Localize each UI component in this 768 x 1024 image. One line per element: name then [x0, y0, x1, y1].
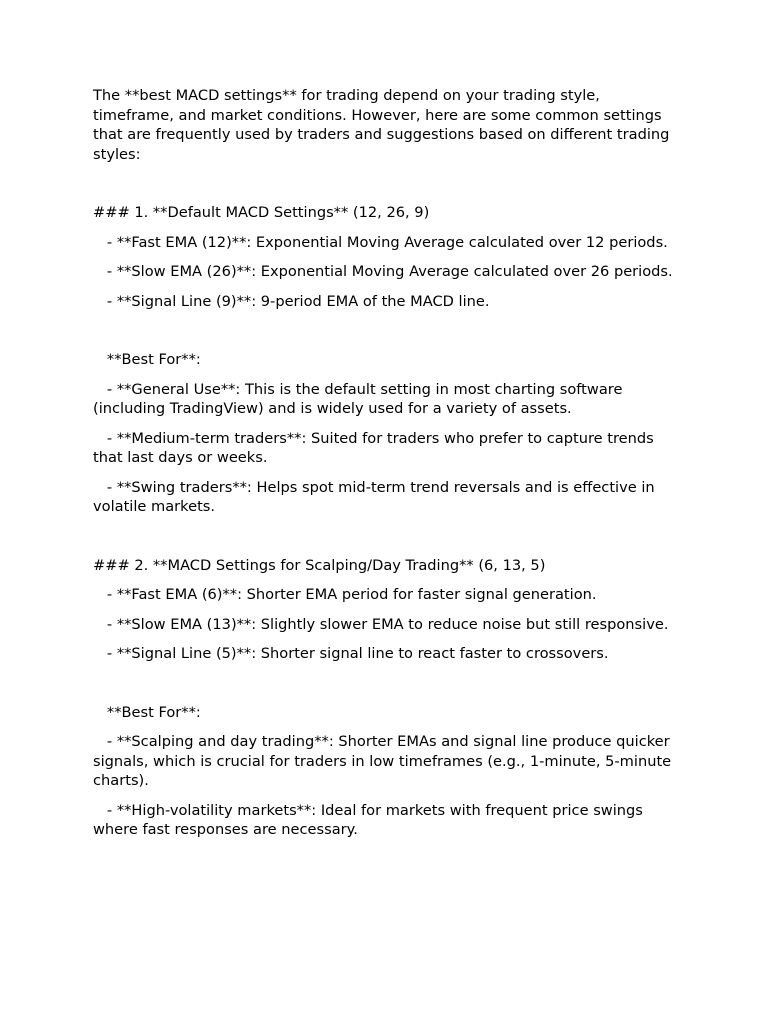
setting-item: - **Fast EMA (6)**: Shorter EMA period for faster signal generation.: [93, 586, 597, 603]
setting-item: - **Signal Line (5)**: Shorter signal line to react faster to crossovers.: [93, 645, 609, 662]
setting-item: - **Fast EMA (12)**: Exponential Moving Average calculated over 12 periods.: [93, 233, 668, 251]
document-page: [93, 86, 683, 850]
best-for-item: - **Scalping and day trading**: Shorter EMAs and signal line produce quicker signals, which is crucial for traders in low timeframes (e.g., 1-minute, 5-minute charts).: [93, 733, 676, 789]
best-for-item: - **General Use**: This is the default setting in most charting software (including TradingView) and is widely used for a variety of assets.: [93, 380, 628, 417]
best-for-label: **Best For**:: [93, 703, 201, 721]
setting-item: - **Signal Line (9)**: 9-period EMA of the MACD line.: [93, 292, 490, 310]
best-for-label: **Best For**:: [93, 351, 201, 368]
section-heading: ### 2. **MACD Settings for Scalping/Day Trading** (6, 13, 5): [93, 556, 546, 574]
best-for-item: - **Swing traders**: Helps spot mid-term trend reversals and is effective in volatile markets.: [93, 478, 660, 515]
setting-item: - **Slow EMA (13)**: Slightly slower EMA to reduce noise but still responsive.: [93, 615, 669, 633]
best-for-item: - **Medium-term traders**: Suited for traders who prefer to capture trends that last days or weeks.: [93, 429, 659, 466]
intro-paragraph: The **best MACD settings** for trading depend on your trading style, timeframe, and market conditions. However, here are some common settings that are frequently used by traders and suggestions based on different trading styles:: [93, 87, 675, 163]
setting-item: - **Slow EMA (26)**: Exponential Moving Average calculated over 26 periods.: [93, 263, 673, 280]
section-heading: ### 1. **Default MACD Settings** (12, 26, 9): [93, 204, 430, 221]
best-for-item: - **High-volatility markets**: Ideal for markets with frequent price swings where fast responses are necessary.: [93, 801, 648, 838]
